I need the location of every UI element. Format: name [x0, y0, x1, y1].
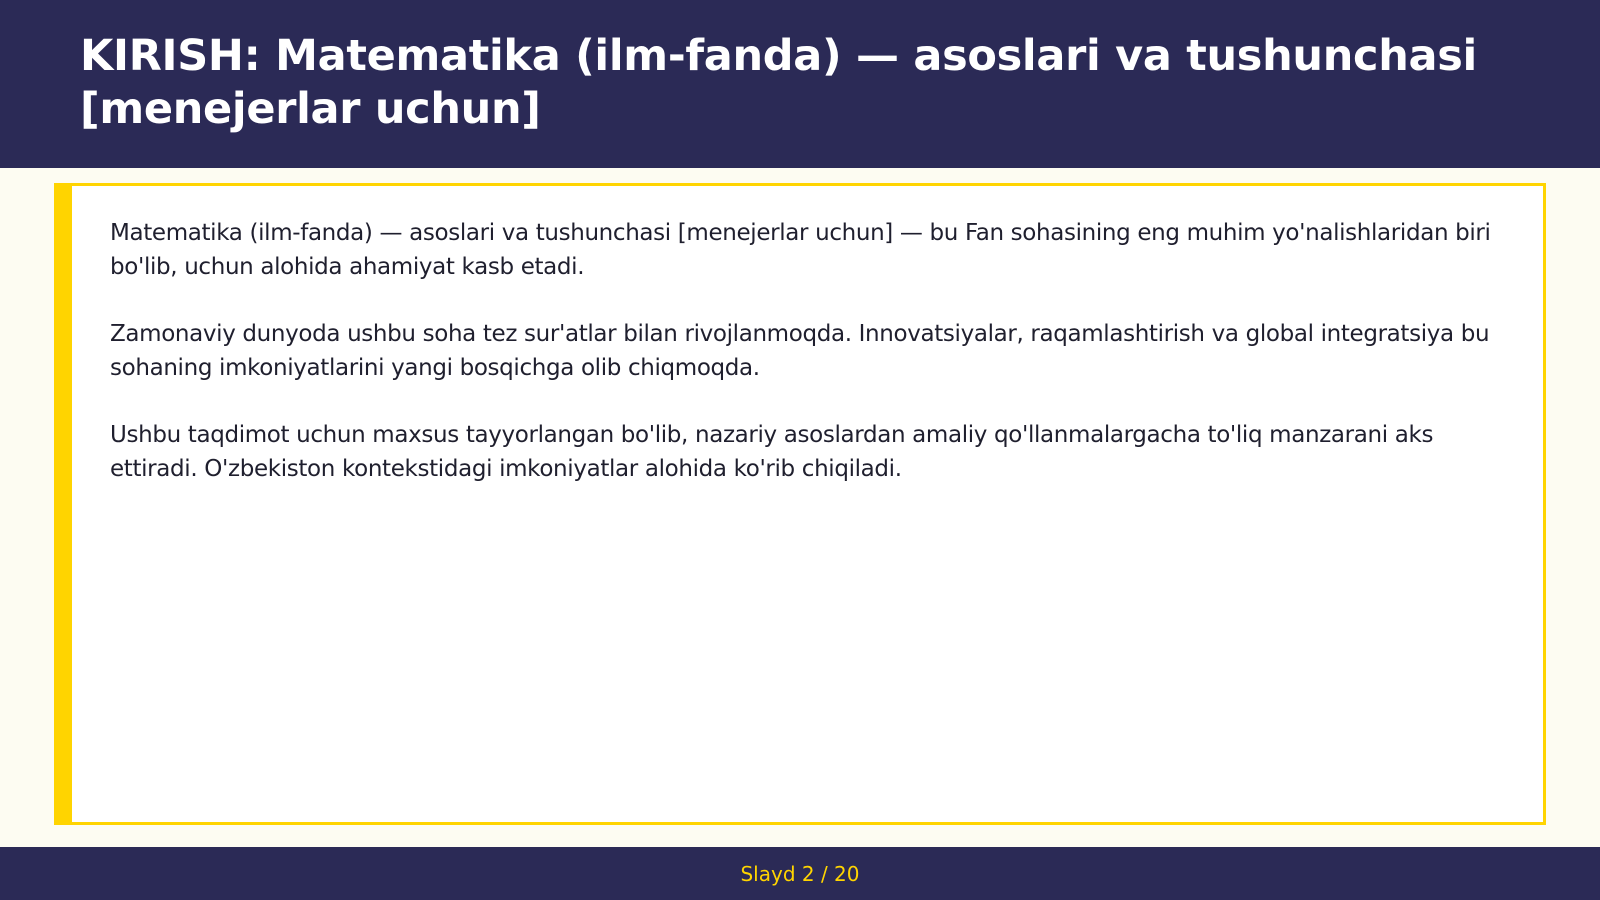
content-paragraph-1: Matematika (ilm-fanda) — asoslari va tushunchasi [menejerlar uchun] — bu Fan sohasining eng muhim yo'nalishlaridan biri bo'lib, uchun alohida ahamiyat kasb etadi. — [110, 220, 1491, 280]
slide-header — [0, 0, 1600, 168]
content-paragraph-2: Zamonaviy dunyoda ushbu soha tez sur'atlar bilan rivojlanmoqda. Innovatsiyalar, raqamlashtirish va global integratsiya bu sohaning imkoniyatlarini yangi bosqichga olib chiqmoqda. — [110, 321, 1490, 381]
slide-footer — [0, 847, 1600, 900]
slide-counter: Slayd 2 / 20 — [740, 861, 860, 886]
content-paragraph-3: Ushbu taqdimot uchun maxsus tayyorlangan bo'lib, nazariy asoslardan amaliy qo'llanmalargacha to'liq manzarani aks ettiradi. O'zbekiston kontekstidagi imkoniyatlar alohida ko'rib chiqiladi. — [110, 422, 1434, 482]
slide-title: KIRISH: Matematika (ilm-fanda) — asoslari va tushunchasi [menejerlar uchun] — [80, 31, 1477, 134]
content-card — [54, 183, 1546, 825]
